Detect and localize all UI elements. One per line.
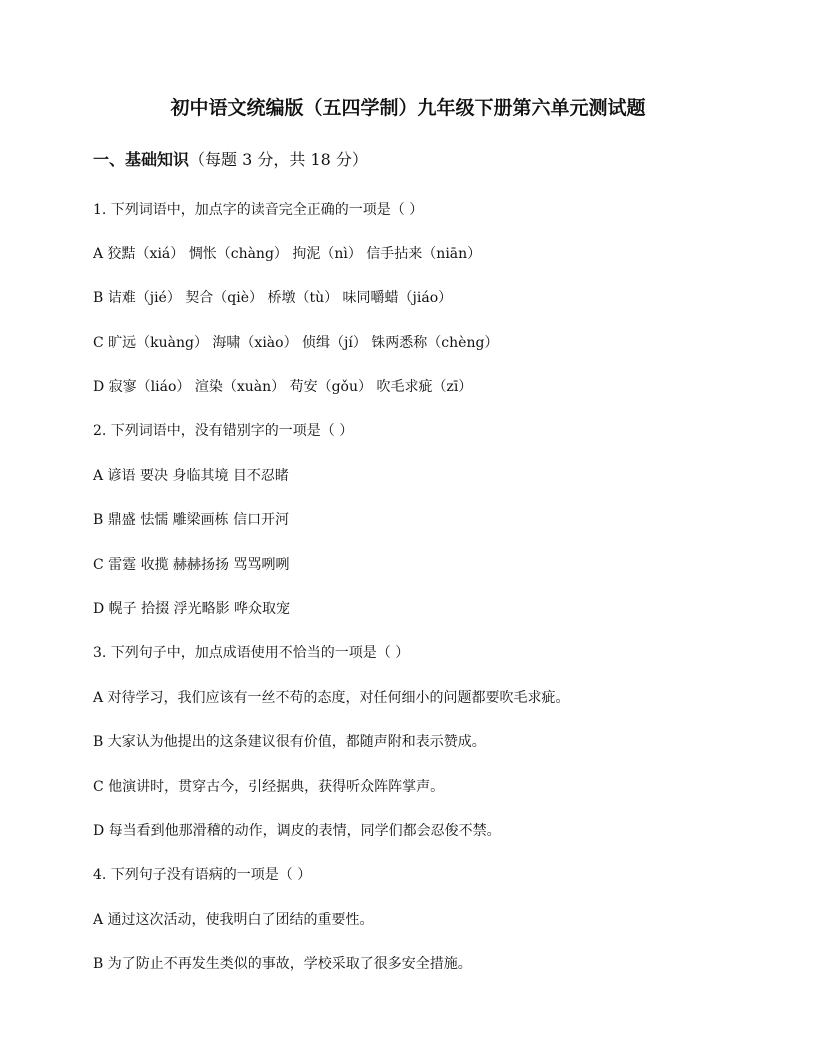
question-2-option-a: A 谚语 要决 身临其境 目不忍睹 [93, 468, 289, 484]
section-heading-note: （每题 3 分，共 18 分） [189, 150, 368, 169]
question-4-option-b: B 为了防止不再发生类似的事故，学校采取了很多安全措施。 [93, 956, 472, 972]
question-2-stem: 2. 下列词语中，没有错别字的一项是（ ） [93, 423, 354, 439]
question-4-stem: 4. 下列句子没有语病的一项是（ ） [93, 867, 312, 883]
question-3-option-a: A 对待学习，我们应该有一丝不苟的态度，对任何细小的问题都要吹毛求疵。 [93, 690, 570, 706]
question-3-option-b: B 大家认为他提出的这条建议很有价值，都随声附和表示赞成。 [93, 734, 486, 750]
document-title: 初中语文统编版（五四学制）九年级下册第六单元测试题 [170, 97, 646, 119]
question-4-option-a: A 通过这次活动，使我明白了团结的重要性。 [93, 912, 374, 928]
question-2-option-c: C 雷霆 收揽 赫赫扬扬 骂骂咧咧 [93, 557, 290, 573]
question-3-option-c: C 他演讲时，贯穿古今，引经据典，获得听众阵阵掌声。 [93, 779, 445, 795]
question-2-option-b: B 鼎盛 怯懦 雕梁画栋 信口开河 [93, 512, 290, 528]
question-1-stem: 1. 下列词语中，加点字的读音完全正确的一项是（ ） [93, 202, 424, 218]
question-3-option-d: D 每当看到他那滑稽的动作，调皮的表情，同学们都会忍俊不禁。 [93, 823, 501, 839]
question-1-option-c: C 旷远（kuàng） 海啸（xiào） 侦缉（jí） 铢两悉称（chèng） [93, 335, 499, 351]
question-1-option-b: B 诘难（jié） 契合（qiè） 桥墩（tù） 味同嚼蜡（jiáo） [93, 290, 453, 306]
question-1-option-d: D 寂寥（liáo） 渲染（xuàn） 苟安（gǒu） 吹毛求疵（zī） [93, 379, 473, 395]
section-heading-label: 一、基础知识 [93, 150, 190, 169]
question-1-option-a: A 狡黠（xiá） 惆怅（chàng） 拘泥（nì） 信手拈来（niān） [93, 246, 482, 262]
question-2-option-d: D 幌子 拾掇 浮光略影 哗众取宠 [93, 601, 291, 617]
question-3-stem: 3. 下列句子中，加点成语使用不恰当的一项是（ ） [93, 645, 410, 661]
section-heading [93, 148, 368, 172]
